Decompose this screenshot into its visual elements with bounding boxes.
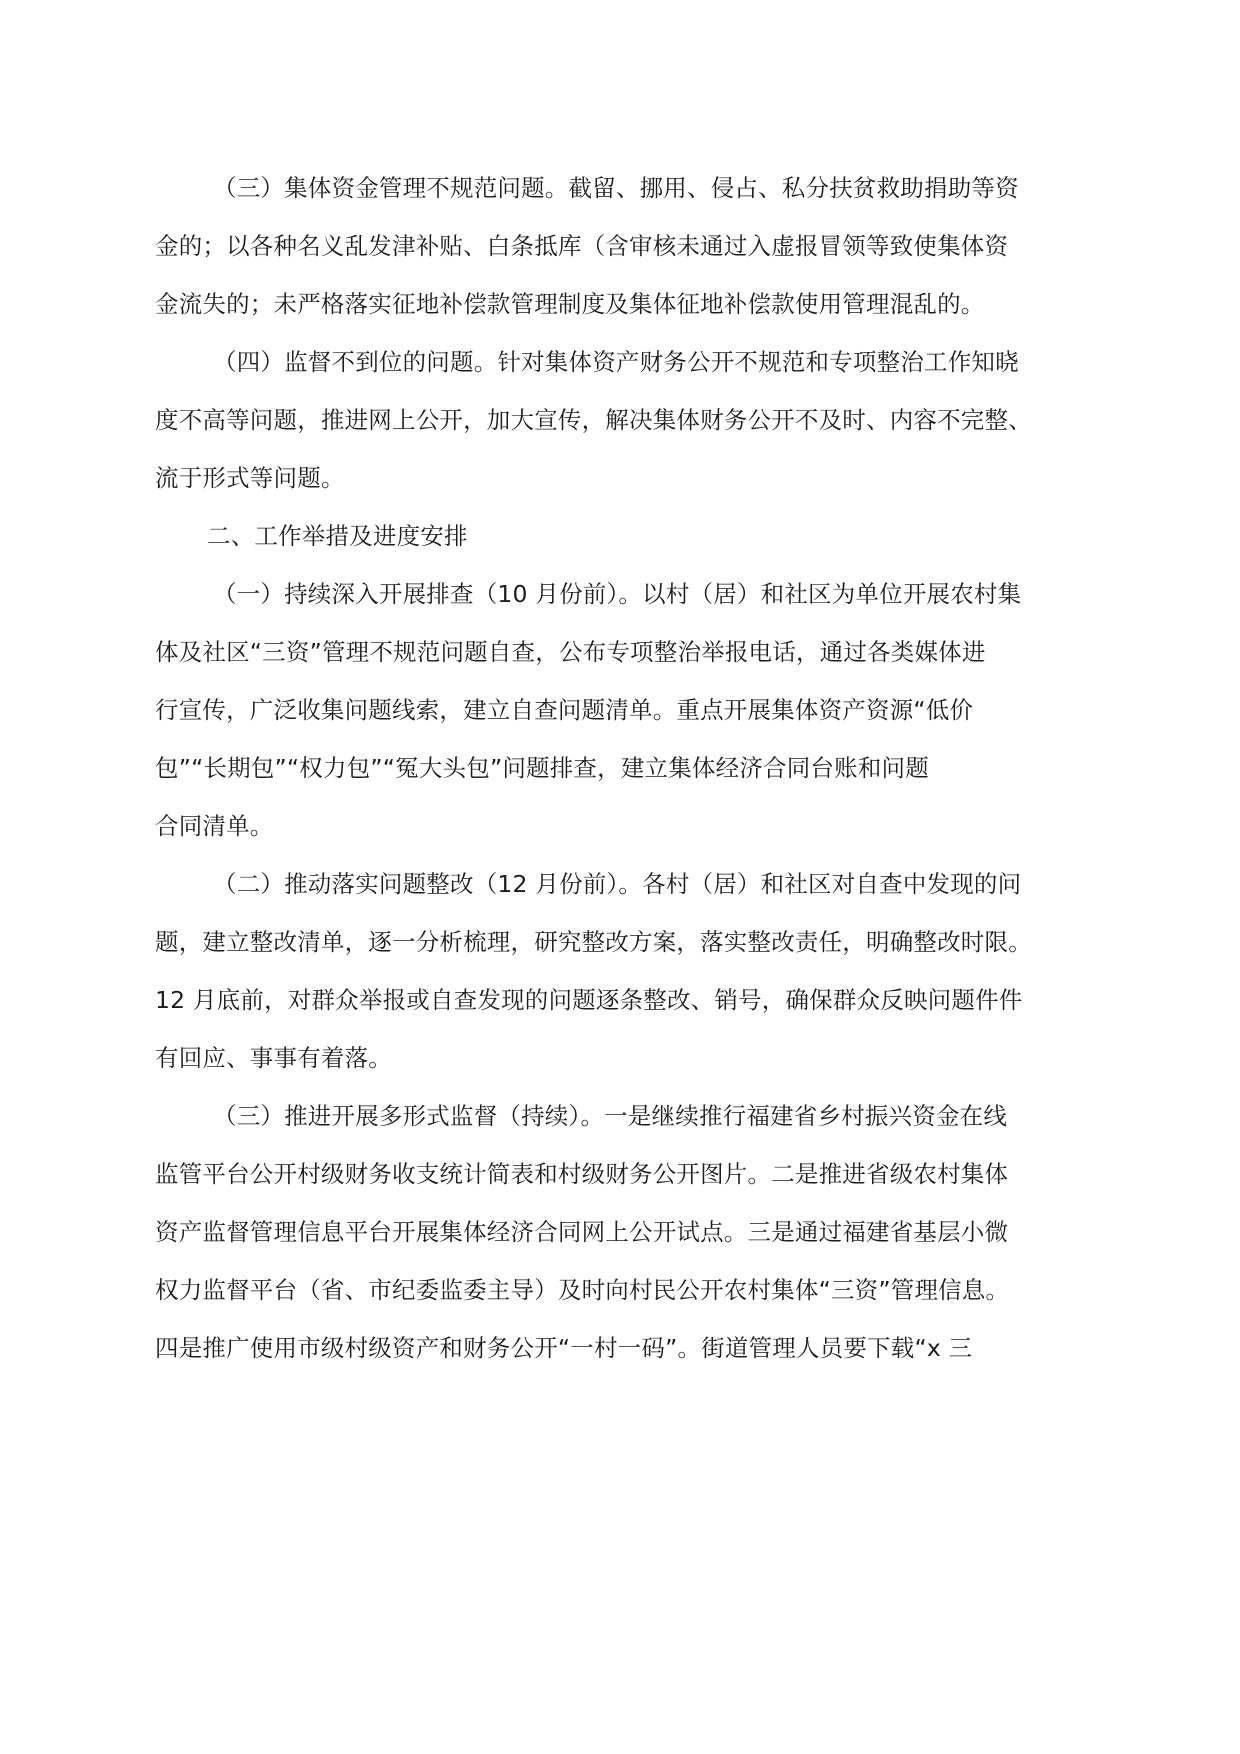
paragraph-3-line-3: 金流失的；未严格落实征地补偿款管理制度及集体征地补偿款使用管理混乱的。 — [155, 290, 985, 318]
item-3-line-4: 权力监督平台（省、市纪委监委主导）及时向村民公开农村集体“三资”管理信息。 — [155, 1276, 1010, 1304]
paragraph-4-line-2: 度不高等问题，推进网上公开，加大宣传，解决集体财务公开不及时、内容不完整、 — [155, 406, 1032, 434]
paragraph-3-line-1: （三）集体资金管理不规范问题。截留、挪用、侵占、私分扶贫救助捐助等资 — [213, 174, 1019, 202]
item-3-line-5: 四是推广使用市级村级资产和财务公开“一村一码”。街道管理人员要下载“x 三 — [155, 1334, 973, 1362]
section-heading: 二、工作举措及进度安排 — [207, 522, 468, 550]
item-3-line-1: （三）推进开展多形式监督（持续）。一是继续推行福建省乡村振兴资金在线 — [213, 1102, 1008, 1130]
item-1-line-4: 包”“长期包”“权力包”“冤大头包”问题排查，建立集体经济合同台账和问题 — [155, 754, 929, 782]
paragraph-4-line-1: （四）监督不到位的问题。针对集体资产财务公开不规范和专项整治工作知晓 — [213, 348, 1019, 376]
item-1-line-5: 合同清单。 — [155, 812, 274, 840]
item-1-line-1: （一）持续深入开展排查（10 月份前）。以村（居）和社区为单位开展农村集 — [213, 580, 1022, 608]
item-2-line-3: 12 月底前，对群众举报或自查发现的问题逐条整改、销号，确保群众反映问题件件 — [155, 986, 1023, 1014]
item-2-line-4: 有回应、事事有着落。 — [155, 1044, 392, 1072]
item-1-line-3: 行宣传，广泛收集问题线索，建立自查问题清单。重点开展集体资产资源“低价 — [155, 696, 974, 724]
item-3-line-3: 资产监督管理信息平台开展集体经济合同网上公开试点。三是通过福建省基层小微 — [155, 1218, 1009, 1246]
item-1-line-2: 体及社区“三资”管理不规范问题自查，公布专项整治举报电话，通过各类媒体进 — [155, 638, 986, 666]
item-2-line-2: 题，建立整改清单，逐一分析梳理，研究整改方案，落实整改责任，明确整改时限。 — [155, 928, 1032, 956]
item-3-line-2: 监管平台公开村级财务收支统计简表和村级财务公开图片。二是推进省级农村集体 — [155, 1160, 1009, 1188]
paragraph-4-line-3: 流于形式等问题。 — [155, 464, 345, 492]
item-2-line-1: （二）推动落实问题整改（12 月份前）。各村（居）和社区对自查中发现的问 — [213, 870, 1022, 898]
paragraph-3-line-2: 金的；以各种名义乱发津补贴、白条抵库（含审核未通过入虚报冒领等致使集体资 — [155, 232, 1009, 260]
